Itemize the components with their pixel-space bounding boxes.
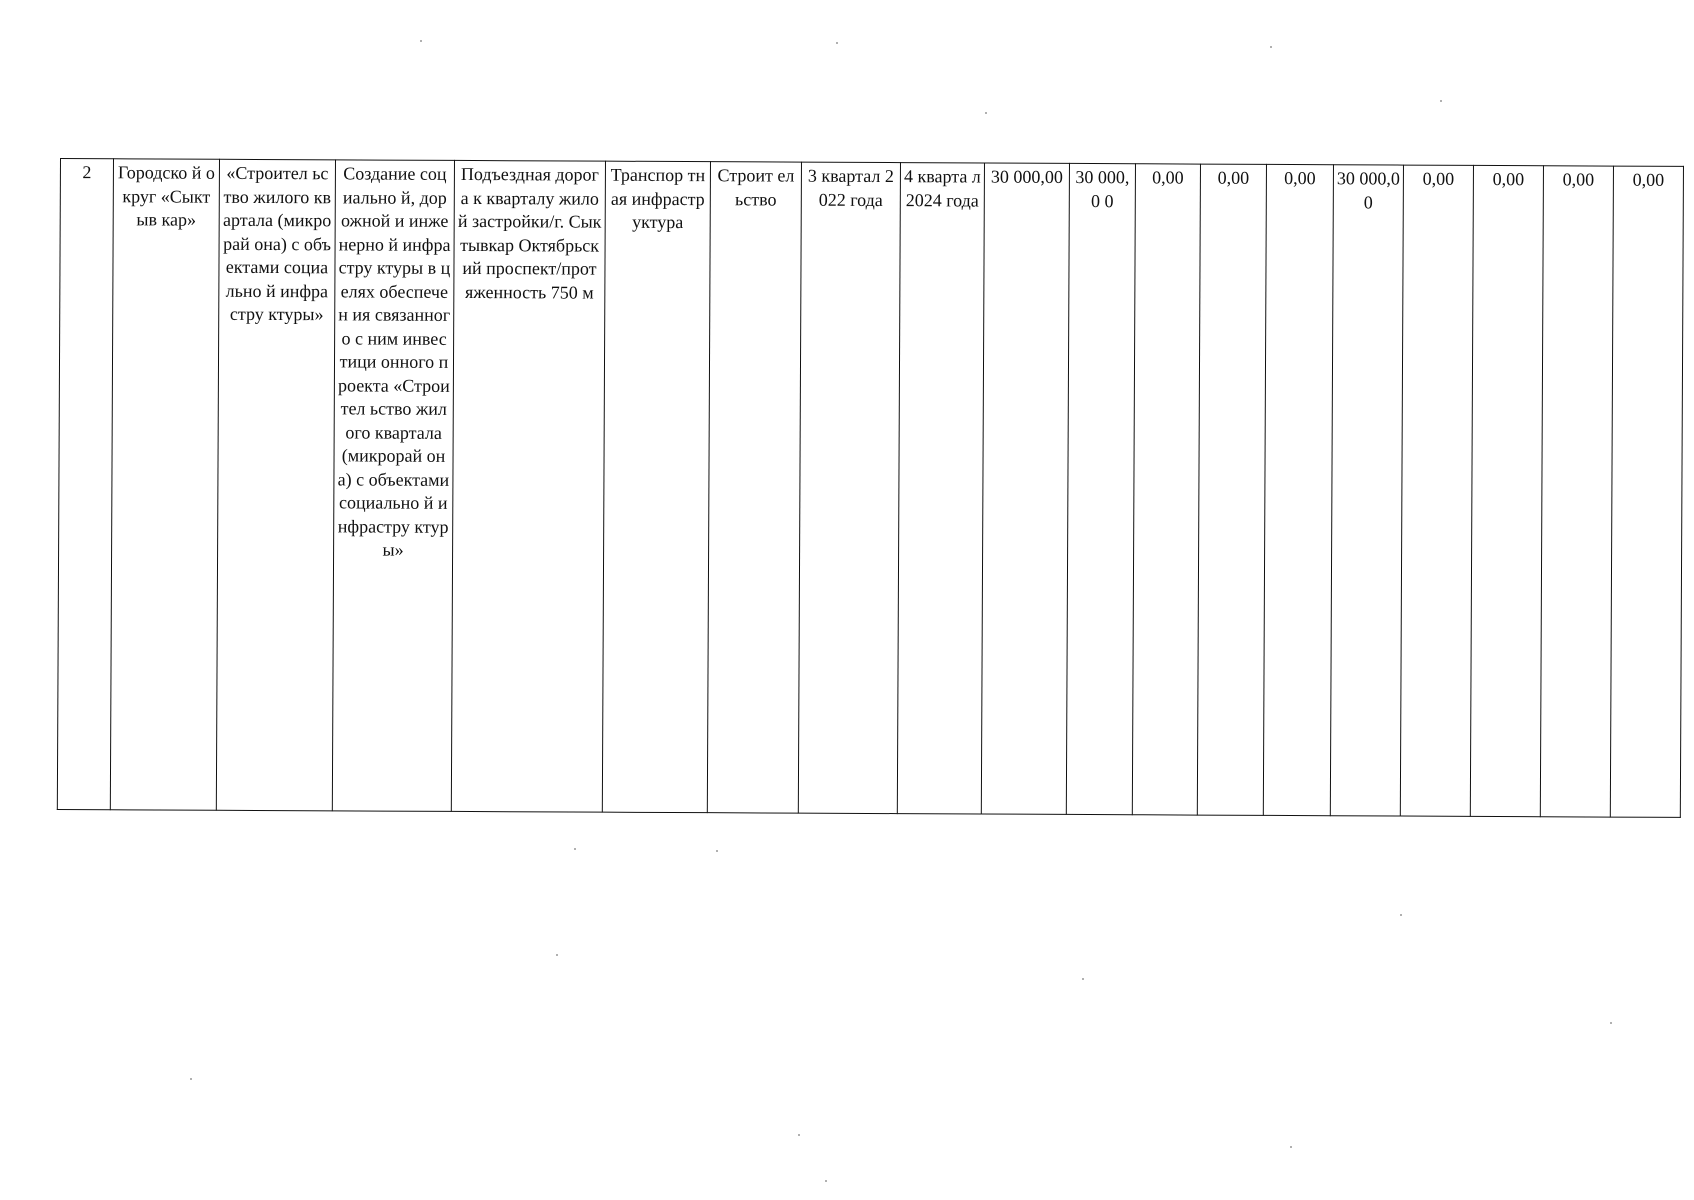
scan-speck (825, 1180, 827, 1182)
cell-object-description: Подъездная дорога к кварталу жилой застройки/г. Сыктывкар Октябрьский проспект/прот яженность 750 м (451, 160, 605, 812)
cell-amount-10: 0,00 (1610, 166, 1683, 817)
cell-amount-3: 0,00 (1132, 164, 1200, 815)
table-row (57, 159, 1683, 818)
scan-speck (556, 954, 558, 956)
cell-start-date: 3 квартал 2022 года (798, 162, 900, 813)
cell-end-date: 4 кварта л 2024 года (897, 163, 984, 814)
scan-speck (1440, 100, 1442, 102)
data-table (57, 158, 1684, 818)
scan-speck (798, 1134, 800, 1136)
table-container (57, 158, 1684, 818)
cell-municipality: Городско й округ «Сыктыв кар» (110, 159, 219, 811)
cell-amount-2: 30 000,0 0 (1066, 163, 1135, 814)
cell-investment-project: «Строител ьство жилого квартала (микрорай она) с объектами социально й инфрастру ктуры» (216, 159, 335, 811)
scan-speck (985, 112, 987, 114)
scan-speck (836, 42, 838, 44)
cell-event-name: Создание социально й, дорожной и инженерно й инфрастру ктуры в целях обеспечен ия связанного с ним инвестици онного проекта «Строител ьство жилого квартала (микрорай она) с объектами социально й инфрастру ктуры» (332, 160, 454, 812)
cell-amount-4: 0,00 (1197, 164, 1266, 815)
scan-speck (1270, 46, 1272, 48)
scan-speck (574, 848, 576, 850)
cell-work-type: Строит ельство (707, 162, 801, 813)
cell-amount-5: 0,00 (1263, 164, 1333, 815)
cell-total-amount: 30 000,00 (981, 163, 1069, 814)
scan-speck (716, 850, 718, 852)
scan-speck (1290, 1146, 1292, 1148)
scan-speck (1610, 1022, 1612, 1024)
cell-amount-9: 0,00 (1540, 166, 1613, 817)
cell-amount-7: 0,00 (1400, 165, 1473, 816)
cell-amount-8: 0,00 (1470, 165, 1543, 816)
cell-row-number: 2 (57, 159, 113, 810)
scan-speck (420, 40, 422, 42)
scan-speck (1082, 978, 1084, 980)
cell-amount-6: 30 000,0 0 (1330, 165, 1403, 816)
cell-infrastructure-type: Транспор тная инфрастр уктура (602, 161, 710, 813)
scan-speck (190, 1078, 192, 1080)
scan-speck (1400, 914, 1402, 916)
